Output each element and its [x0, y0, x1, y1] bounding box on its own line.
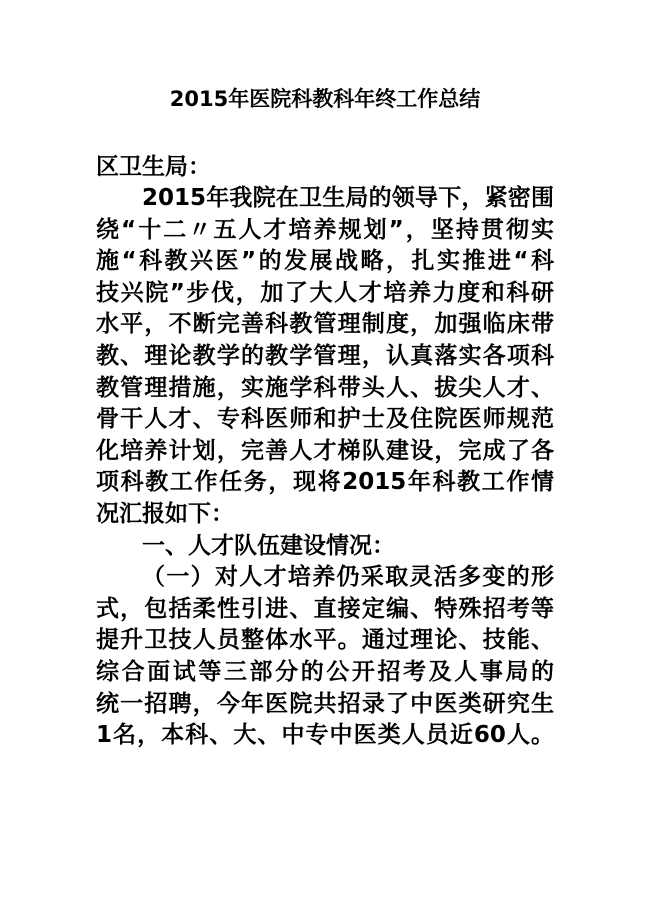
paragraph-line: 教管理措施，实施学科带头人、拔尖人才、 [96, 374, 554, 401]
document-title: 2015年医院科教科年终工作总结 [169, 87, 481, 111]
paragraph-line: 式，包括柔性引进、直接定编、特殊招考等 [96, 595, 554, 622]
paragraph-line: （一）对人才培养仍采取灵活多变的形 [142, 564, 554, 591]
section-heading: 一、人才队伍建设情况： [142, 532, 395, 559]
paragraph-line: 技兴院”步伐，加了大人才培养力度和科研 [96, 279, 554, 306]
paragraph-line: 统一招聘，今年医院共招录了中医类研究生 [96, 690, 554, 717]
salutation: 区卫生局： [96, 154, 211, 180]
paragraph-line: 1名，本科、大、中专中医类人员近60人。 [96, 722, 554, 749]
paragraph-line: 况汇报如下： [96, 500, 234, 527]
paragraph-line: 化培养计划，完善人才梯队建设，完成了各 [96, 437, 554, 464]
paragraph-line: 施“科教兴医”的发展战略，扎实推进“科 [96, 248, 554, 275]
paragraph-line: 2015年我院在卫生局的领导下，紧密围 [142, 185, 554, 211]
paragraph-line: 绕“十二〃五人才培养规划”，坚持贯彻实 [96, 216, 554, 243]
paragraph-line: 骨干人才、专科医师和护士及住院医师规范 [96, 406, 554, 433]
paragraph-line: 项科教工作任务，现将2015年科教工作情 [96, 469, 554, 496]
paragraph-line: 水平，不断完善科教管理制度，加强临床带 [96, 311, 554, 338]
document-body [96, 183, 554, 752]
paragraph-line: 综合面试等三部分的公开招考及人事局的 [96, 658, 554, 685]
paragraph-line: 提升卫技人员整体水平。通过理论、技能、 [96, 627, 554, 654]
paragraph-line: 教、理论教学的教学管理，认真落实各项科 [96, 342, 554, 369]
